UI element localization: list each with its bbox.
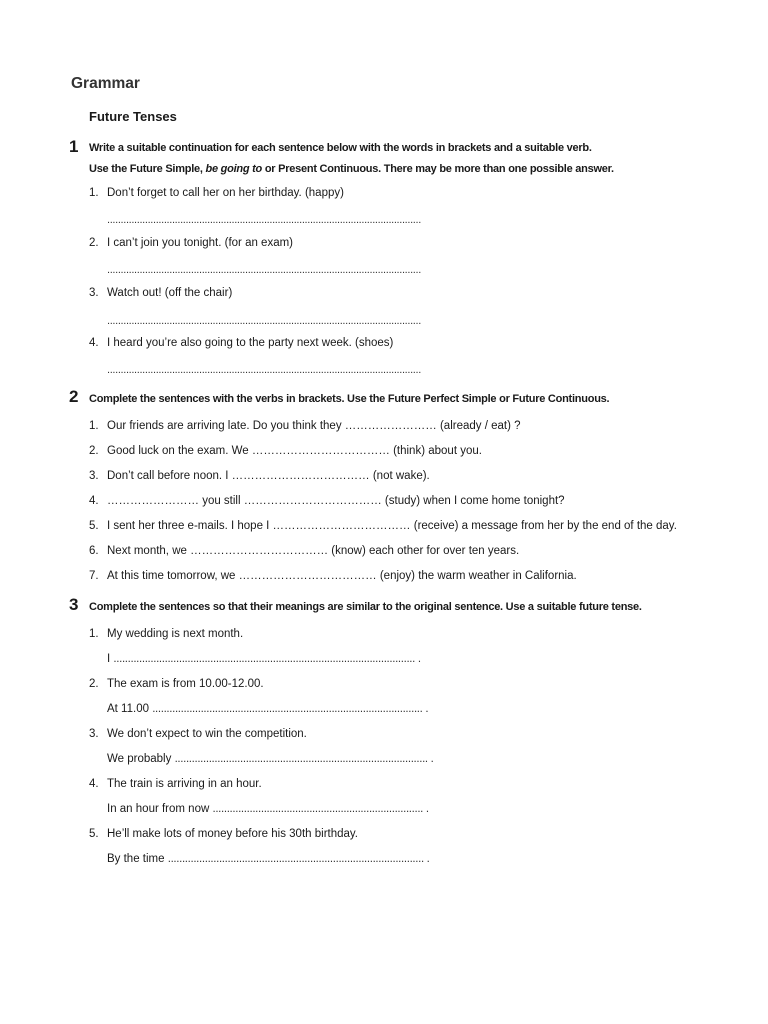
exercise-1-item-1: 1. Don’t forget to call her on her birthday. (happy): [89, 187, 344, 199]
answer-line-1-1[interactable]: ....................................................................................................................: [107, 214, 421, 226]
exercise-2-item-1: 1. Our friends are arriving late. Do you think they …………………… (already / eat) ?: [89, 420, 521, 432]
answer-line-1-4[interactable]: ....................................................................................................................: [107, 364, 421, 376]
exercise-number-3: 3: [69, 595, 79, 614]
exercise-3-item-2: 2. The exam is from 10.00-12.00.: [89, 678, 264, 690]
rewrite-line-3-4[interactable]: In an hour from now .......................................................................... .: [107, 803, 429, 815]
exercise-number-2: 2: [69, 387, 79, 406]
exercise-2-item-4: 4. …………………… you still ……………………………… (study) when I come home tonight?: [89, 495, 565, 507]
rewrite-line-3-2[interactable]: At 11.00 ............................................................................................... .: [107, 703, 429, 715]
answer-line-1-3[interactable]: ....................................................................................................................: [107, 315, 421, 327]
page-title: Grammar: [71, 75, 140, 92]
exercise-2-item-5: 5. I sent her three e-mails. I hope I ……………………………… (receive) a message from her by the end of the day.: [89, 520, 677, 532]
exercise-3-item-5: 5. He’ll make lots of money before his 30th birthday.: [89, 828, 358, 840]
exercise-2-item-6: 6. Next month, we ……………………………… (know) each other for over ten years.: [89, 545, 520, 557]
exercise-1-instruction-line2: Use the Future Simple, be going to or Present Continuous. There may be more than one possible answer.: [89, 163, 614, 175]
emphasis-be-going-to: be going to: [205, 163, 263, 175]
rewrite-line-3-1[interactable]: I .......................................................................................................... .: [107, 653, 421, 665]
exercise-2-item-2: 2. Good luck on the exam. We ……………………………… (think) about you.: [89, 445, 482, 457]
exercise-1-item-4: 4. I heard you’re also going to the party next week. (shoes): [89, 337, 394, 349]
rewrite-line-3-5[interactable]: By the time .......................................................................................... .: [107, 853, 430, 865]
exercise-1-item-3: 3. Watch out! (off the chair): [89, 287, 233, 299]
exercise-3-item-1: 1. My wedding is next month.: [89, 628, 244, 640]
answer-line-1-2[interactable]: ....................................................................................................................: [107, 264, 421, 276]
exercise-2-item-7: 7. At this time tomorrow, we ……………………………… (enjoy) the warm weather in California.: [89, 570, 577, 582]
exercise-2-instruction: Complete the sentences with the verbs in brackets. Use the Future Perfect Simple or Future Continuous.: [89, 393, 610, 405]
exercise-number-1: 1: [69, 137, 79, 156]
exercise-3-item-4: 4. The train is arriving in an hour.: [89, 778, 262, 790]
exercise-1-item-2: 2. I can’t join you tonight. (for an exam): [89, 237, 294, 249]
rewrite-line-3-3[interactable]: We probably ......................................................................................... .: [107, 753, 434, 765]
exercise-3-item-3: 3. We don’t expect to win the competition.: [89, 728, 307, 740]
exercise-1-instruction-line1: Write a suitable continuation for each sentence below with the words in brackets and a suitable verb.: [89, 142, 592, 154]
exercise-3-instruction: Complete the sentences so that their meanings are similar to the original sentence. Use a suitable future tense.: [89, 601, 642, 613]
exercise-2-item-3: 3. Don’t call before noon. I ……………………………… (not wake).: [89, 470, 430, 482]
section-subtitle: Future Tenses: [89, 109, 177, 124]
